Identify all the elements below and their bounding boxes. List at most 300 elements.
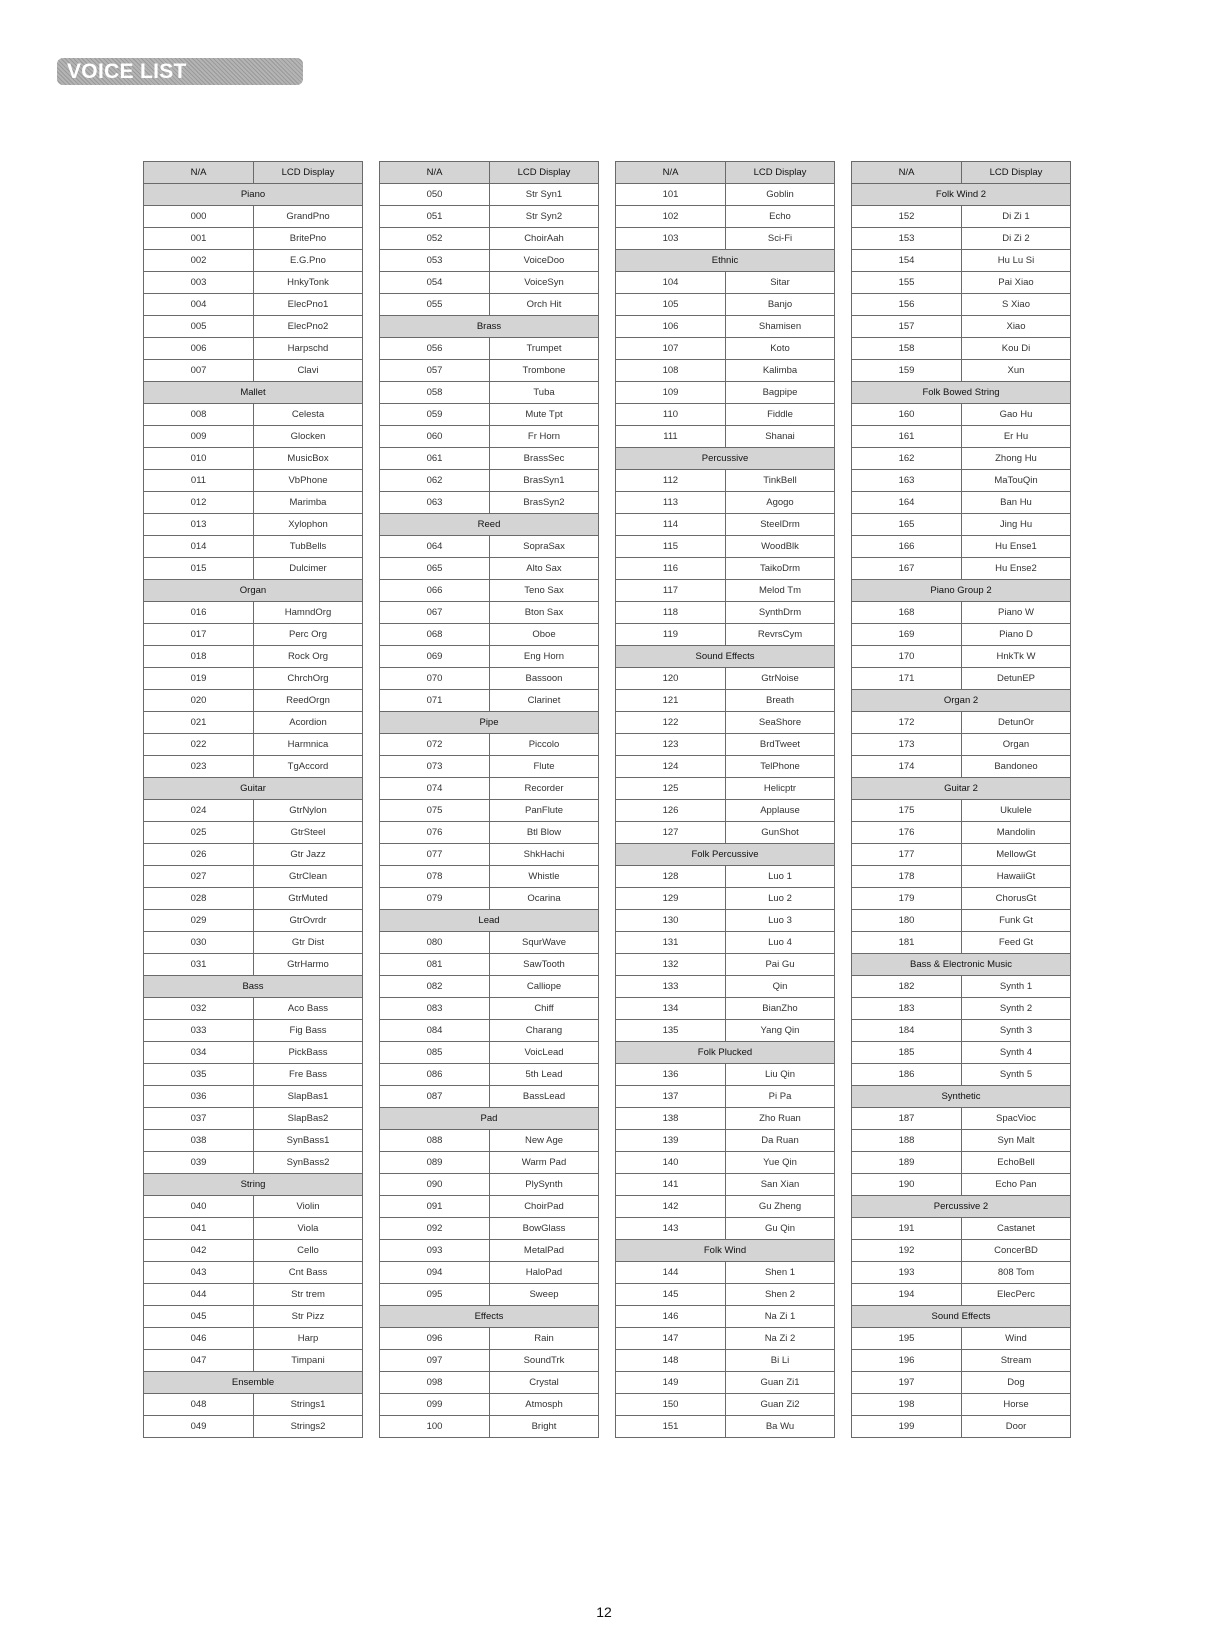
voice-lcd-name: BianZho bbox=[726, 998, 835, 1020]
voice-number: 107 bbox=[616, 338, 726, 360]
voice-row bbox=[616, 910, 835, 932]
voice-row bbox=[380, 998, 599, 1020]
voice-number: 186 bbox=[852, 1064, 962, 1086]
voice-number: 021 bbox=[144, 712, 254, 734]
header-number: N/A bbox=[144, 162, 254, 184]
voice-lcd-name: ConcerBD bbox=[962, 1240, 1071, 1262]
voice-row bbox=[380, 800, 599, 822]
voice-number: 177 bbox=[852, 844, 962, 866]
voice-lcd-name: ShkHachi bbox=[490, 844, 599, 866]
voice-number: 018 bbox=[144, 646, 254, 668]
voice-lcd-name: Door bbox=[962, 1416, 1071, 1438]
voice-number: 004 bbox=[144, 294, 254, 316]
voice-number: 192 bbox=[852, 1240, 962, 1262]
voice-row bbox=[852, 866, 1071, 888]
voice-lcd-name: Gtr Dist bbox=[254, 932, 363, 954]
voice-lcd-name: Piano D bbox=[962, 624, 1071, 646]
category-row bbox=[380, 910, 599, 932]
category-row bbox=[380, 1306, 599, 1328]
voice-row bbox=[852, 228, 1071, 250]
category-label: Pipe bbox=[380, 712, 599, 734]
category-label: Organ 2 bbox=[852, 690, 1071, 712]
voice-lcd-name: Goblin bbox=[726, 184, 835, 206]
voice-number: 022 bbox=[144, 734, 254, 756]
category-row bbox=[852, 1306, 1071, 1328]
voice-number: 134 bbox=[616, 998, 726, 1020]
voice-row bbox=[144, 1350, 363, 1372]
voice-number: 173 bbox=[852, 734, 962, 756]
voice-row bbox=[144, 250, 363, 272]
voice-lcd-name: Shanai bbox=[726, 426, 835, 448]
voice-number: 144 bbox=[616, 1262, 726, 1284]
voice-number: 051 bbox=[380, 206, 490, 228]
voice-number: 187 bbox=[852, 1108, 962, 1130]
voice-lcd-name: GtrNylon bbox=[254, 800, 363, 822]
voice-row bbox=[144, 1416, 363, 1438]
voice-number: 017 bbox=[144, 624, 254, 646]
voice-number: 120 bbox=[616, 668, 726, 690]
voice-lcd-name: MusicBox bbox=[254, 448, 363, 470]
voice-lcd-name: Funk Gt bbox=[962, 910, 1071, 932]
voice-number: 030 bbox=[144, 932, 254, 954]
voice-row bbox=[852, 998, 1071, 1020]
voice-row bbox=[616, 206, 835, 228]
voice-lcd-name: Celesta bbox=[254, 404, 363, 426]
voice-number: 055 bbox=[380, 294, 490, 316]
voice-row bbox=[144, 844, 363, 866]
voice-number: 127 bbox=[616, 822, 726, 844]
voice-row bbox=[616, 1372, 835, 1394]
voice-number: 194 bbox=[852, 1284, 962, 1306]
voice-row bbox=[852, 822, 1071, 844]
voice-number: 034 bbox=[144, 1042, 254, 1064]
voice-number: 012 bbox=[144, 492, 254, 514]
voice-number: 125 bbox=[616, 778, 726, 800]
voice-lcd-name: Flute bbox=[490, 756, 599, 778]
voice-lcd-name: DetunOr bbox=[962, 712, 1071, 734]
voice-number: 175 bbox=[852, 800, 962, 822]
voice-lcd-name: Synth 2 bbox=[962, 998, 1071, 1020]
voice-lcd-name: Zhong Hu bbox=[962, 448, 1071, 470]
voice-row bbox=[616, 998, 835, 1020]
category-row bbox=[852, 580, 1071, 602]
voice-list-title: VOICE LIST bbox=[57, 58, 303, 85]
header-number: N/A bbox=[380, 162, 490, 184]
voice-row bbox=[380, 602, 599, 624]
voice-lcd-name: BritePno bbox=[254, 228, 363, 250]
voice-number: 162 bbox=[852, 448, 962, 470]
voice-lcd-name: VoicLead bbox=[490, 1042, 599, 1064]
voice-lcd-name: Stream bbox=[962, 1350, 1071, 1372]
voice-lcd-name: Xun bbox=[962, 360, 1071, 382]
voice-number: 117 bbox=[616, 580, 726, 602]
voice-row bbox=[852, 910, 1071, 932]
voice-lcd-name: Acordion bbox=[254, 712, 363, 734]
voice-row bbox=[616, 492, 835, 514]
voice-row bbox=[380, 1328, 599, 1350]
voice-row bbox=[144, 668, 363, 690]
voice-number: 079 bbox=[380, 888, 490, 910]
voice-number: 020 bbox=[144, 690, 254, 712]
voice-row bbox=[380, 1152, 599, 1174]
voice-lcd-name: Perc Org bbox=[254, 624, 363, 646]
voice-lcd-name: Helicptr bbox=[726, 778, 835, 800]
voice-lcd-name: Eng Horn bbox=[490, 646, 599, 668]
category-row bbox=[616, 844, 835, 866]
voice-number: 060 bbox=[380, 426, 490, 448]
category-label: Mallet bbox=[144, 382, 363, 404]
voice-number: 139 bbox=[616, 1130, 726, 1152]
voice-row bbox=[616, 1394, 835, 1416]
voice-number: 071 bbox=[380, 690, 490, 712]
voice-lcd-name: Aco Bass bbox=[254, 998, 363, 1020]
voice-lcd-name: Zho Ruan bbox=[726, 1108, 835, 1130]
voice-row bbox=[852, 294, 1071, 316]
voice-number: 080 bbox=[380, 932, 490, 954]
voice-lcd-name: Luo 2 bbox=[726, 888, 835, 910]
voice-row bbox=[380, 1086, 599, 1108]
voice-lcd-name: Harp bbox=[254, 1328, 363, 1350]
voice-number: 143 bbox=[616, 1218, 726, 1240]
category-label: Pad bbox=[380, 1108, 599, 1130]
voice-lcd-name: VbPhone bbox=[254, 470, 363, 492]
voice-number: 106 bbox=[616, 316, 726, 338]
category-row bbox=[144, 778, 363, 800]
voice-lcd-name: E.G.Pno bbox=[254, 250, 363, 272]
voice-lcd-name: SlapBas1 bbox=[254, 1086, 363, 1108]
voice-number: 137 bbox=[616, 1086, 726, 1108]
category-label: Synthetic bbox=[852, 1086, 1071, 1108]
voice-number: 145 bbox=[616, 1284, 726, 1306]
voice-number: 189 bbox=[852, 1152, 962, 1174]
voice-number: 110 bbox=[616, 404, 726, 426]
category-row bbox=[616, 1042, 835, 1064]
voice-lcd-name: Sitar bbox=[726, 272, 835, 294]
voice-lcd-name: Bi Li bbox=[726, 1350, 835, 1372]
voice-row bbox=[616, 360, 835, 382]
voice-lcd-name: Jing Hu bbox=[962, 514, 1071, 536]
voice-number: 029 bbox=[144, 910, 254, 932]
voice-lcd-name: Rock Org bbox=[254, 646, 363, 668]
voice-number: 025 bbox=[144, 822, 254, 844]
voice-lcd-name: Bagpipe bbox=[726, 382, 835, 404]
voice-row bbox=[852, 272, 1071, 294]
voice-number: 193 bbox=[852, 1262, 962, 1284]
voice-number: 151 bbox=[616, 1416, 726, 1438]
voice-row bbox=[380, 470, 599, 492]
voice-number: 135 bbox=[616, 1020, 726, 1042]
category-label: Folk Wind bbox=[616, 1240, 835, 1262]
category-row bbox=[144, 184, 363, 206]
voice-lcd-name: Dog bbox=[962, 1372, 1071, 1394]
voice-row bbox=[852, 1152, 1071, 1174]
voice-lcd-name: Echo Pan bbox=[962, 1174, 1071, 1196]
voice-lcd-name: MellowGt bbox=[962, 844, 1071, 866]
voice-number: 115 bbox=[616, 536, 726, 558]
voice-row bbox=[380, 1064, 599, 1086]
voice-lcd-name: ChoirAah bbox=[490, 228, 599, 250]
voice-number: 155 bbox=[852, 272, 962, 294]
voice-lcd-name: Sweep bbox=[490, 1284, 599, 1306]
voice-lcd-name: Na Zi 1 bbox=[726, 1306, 835, 1328]
voice-lcd-name: Kalimba bbox=[726, 360, 835, 382]
voice-lcd-name: Pai Gu bbox=[726, 954, 835, 976]
voice-row bbox=[380, 1394, 599, 1416]
voice-number: 031 bbox=[144, 954, 254, 976]
voice-lcd-name: Strings1 bbox=[254, 1394, 363, 1416]
voice-number: 045 bbox=[144, 1306, 254, 1328]
voice-lcd-name: Horse bbox=[962, 1394, 1071, 1416]
voice-lcd-name: Tuba bbox=[490, 382, 599, 404]
voice-table-column-4 bbox=[851, 161, 1071, 1438]
voice-number: 157 bbox=[852, 316, 962, 338]
voice-row bbox=[144, 1130, 363, 1152]
voice-lcd-name: Str Syn1 bbox=[490, 184, 599, 206]
voice-number: 167 bbox=[852, 558, 962, 580]
voice-lcd-name: Oboe bbox=[490, 624, 599, 646]
voice-number: 075 bbox=[380, 800, 490, 822]
voice-row bbox=[380, 1350, 599, 1372]
voice-number: 169 bbox=[852, 624, 962, 646]
voice-lcd-name: EchoBell bbox=[962, 1152, 1071, 1174]
voice-number: 067 bbox=[380, 602, 490, 624]
voice-row bbox=[852, 734, 1071, 756]
voice-lcd-name: Melod Tm bbox=[726, 580, 835, 602]
voice-row bbox=[380, 822, 599, 844]
voice-number: 132 bbox=[616, 954, 726, 976]
voice-lcd-name: Castanet bbox=[962, 1218, 1071, 1240]
voice-row bbox=[852, 932, 1071, 954]
voice-lcd-name: Fig Bass bbox=[254, 1020, 363, 1042]
voice-row bbox=[616, 1350, 835, 1372]
voice-row bbox=[380, 492, 599, 514]
voice-number: 088 bbox=[380, 1130, 490, 1152]
voice-row bbox=[852, 338, 1071, 360]
voice-number: 179 bbox=[852, 888, 962, 910]
voice-lcd-name: Shen 1 bbox=[726, 1262, 835, 1284]
voice-lcd-name: ElecPno2 bbox=[254, 316, 363, 338]
category-label: Percussive bbox=[616, 448, 835, 470]
voice-number: 011 bbox=[144, 470, 254, 492]
voice-lcd-name: VoiceDoo bbox=[490, 250, 599, 272]
voice-row bbox=[380, 404, 599, 426]
voice-row bbox=[852, 1174, 1071, 1196]
voice-number: 164 bbox=[852, 492, 962, 514]
voice-row bbox=[852, 602, 1071, 624]
voice-row bbox=[144, 338, 363, 360]
voice-row bbox=[380, 1416, 599, 1438]
header-lcd-display: LCD Display bbox=[962, 162, 1071, 184]
category-label: Reed bbox=[380, 514, 599, 536]
voice-lcd-name: Warm Pad bbox=[490, 1152, 599, 1174]
voice-number: 178 bbox=[852, 866, 962, 888]
voice-number: 085 bbox=[380, 1042, 490, 1064]
voice-lcd-name: Di Zi 2 bbox=[962, 228, 1071, 250]
voice-row bbox=[144, 1064, 363, 1086]
voice-number: 068 bbox=[380, 624, 490, 646]
voice-lcd-name: Piano W bbox=[962, 602, 1071, 624]
voice-lcd-name: Gtr Jazz bbox=[254, 844, 363, 866]
voice-row bbox=[852, 844, 1071, 866]
voice-row bbox=[616, 382, 835, 404]
voice-row bbox=[616, 954, 835, 976]
voice-row bbox=[616, 1130, 835, 1152]
voice-lcd-name: Shamisen bbox=[726, 316, 835, 338]
voice-row bbox=[380, 580, 599, 602]
voice-lcd-name: Xiao bbox=[962, 316, 1071, 338]
voice-number: 147 bbox=[616, 1328, 726, 1350]
category-row bbox=[144, 580, 363, 602]
voice-number: 128 bbox=[616, 866, 726, 888]
voice-row bbox=[380, 1020, 599, 1042]
voice-row bbox=[144, 1020, 363, 1042]
voice-number: 166 bbox=[852, 536, 962, 558]
category-label: Percussive 2 bbox=[852, 1196, 1071, 1218]
category-label: Bass bbox=[144, 976, 363, 998]
voice-row bbox=[144, 954, 363, 976]
voice-lcd-name: Gao Hu bbox=[962, 404, 1071, 426]
voice-number: 112 bbox=[616, 470, 726, 492]
voice-row bbox=[380, 690, 599, 712]
voice-lcd-name: GtrMuted bbox=[254, 888, 363, 910]
category-row bbox=[852, 778, 1071, 800]
voice-lcd-name: Fiddle bbox=[726, 404, 835, 426]
voice-lcd-name: Ban Hu bbox=[962, 492, 1071, 514]
voice-row bbox=[144, 734, 363, 756]
voice-number: 172 bbox=[852, 712, 962, 734]
voice-row bbox=[144, 1262, 363, 1284]
voice-lcd-name: Whistle bbox=[490, 866, 599, 888]
voice-lcd-name: Synth 3 bbox=[962, 1020, 1071, 1042]
voice-table-column-2 bbox=[379, 161, 599, 1438]
voice-lcd-name: Harpschd bbox=[254, 338, 363, 360]
voice-row bbox=[852, 800, 1071, 822]
voice-row bbox=[616, 272, 835, 294]
voice-lcd-name: Harmnica bbox=[254, 734, 363, 756]
voice-lcd-name: Organ bbox=[962, 734, 1071, 756]
voice-row bbox=[144, 448, 363, 470]
voice-row bbox=[144, 1042, 363, 1064]
voice-number: 146 bbox=[616, 1306, 726, 1328]
voice-row bbox=[616, 228, 835, 250]
voice-number: 027 bbox=[144, 866, 254, 888]
voice-row bbox=[144, 1284, 363, 1306]
voice-row bbox=[852, 1350, 1071, 1372]
voice-row bbox=[616, 558, 835, 580]
voice-number: 048 bbox=[144, 1394, 254, 1416]
category-label: String bbox=[144, 1174, 363, 1196]
category-row bbox=[144, 976, 363, 998]
voice-row bbox=[380, 866, 599, 888]
voice-lcd-name: TinkBell bbox=[726, 470, 835, 492]
voice-number: 102 bbox=[616, 206, 726, 228]
voice-number: 042 bbox=[144, 1240, 254, 1262]
voice-row bbox=[380, 382, 599, 404]
voice-number: 038 bbox=[144, 1130, 254, 1152]
voice-lcd-name: Piccolo bbox=[490, 734, 599, 756]
voice-number: 036 bbox=[144, 1086, 254, 1108]
category-label: Bass & Electronic Music bbox=[852, 954, 1071, 976]
voice-row bbox=[852, 1262, 1071, 1284]
voice-lcd-name: GrandPno bbox=[254, 206, 363, 228]
voice-number: 010 bbox=[144, 448, 254, 470]
voice-row bbox=[852, 514, 1071, 536]
voice-number: 059 bbox=[380, 404, 490, 426]
voice-lcd-name: Agogo bbox=[726, 492, 835, 514]
voice-number: 032 bbox=[144, 998, 254, 1020]
voice-number: 078 bbox=[380, 866, 490, 888]
voice-lcd-name: Hu Ense2 bbox=[962, 558, 1071, 580]
voice-row bbox=[380, 206, 599, 228]
voice-number: 188 bbox=[852, 1130, 962, 1152]
voice-row bbox=[144, 558, 363, 580]
category-label: Brass bbox=[380, 316, 599, 338]
voice-lcd-name: SynBass1 bbox=[254, 1130, 363, 1152]
voice-lcd-name: Cello bbox=[254, 1240, 363, 1262]
voice-lcd-name: Bassoon bbox=[490, 668, 599, 690]
voice-row bbox=[144, 822, 363, 844]
voice-lcd-name: Banjo bbox=[726, 294, 835, 316]
voice-number: 111 bbox=[616, 426, 726, 448]
voice-row bbox=[852, 1020, 1071, 1042]
voice-row bbox=[852, 1416, 1071, 1438]
voice-number: 024 bbox=[144, 800, 254, 822]
voice-number: 054 bbox=[380, 272, 490, 294]
voice-row bbox=[380, 1284, 599, 1306]
voice-lcd-name: San Xian bbox=[726, 1174, 835, 1196]
voice-lcd-name: Rain bbox=[490, 1328, 599, 1350]
table-header-row bbox=[616, 162, 835, 184]
voice-row bbox=[144, 712, 363, 734]
voice-row bbox=[144, 514, 363, 536]
voice-lcd-name: HawaiiGt bbox=[962, 866, 1071, 888]
voice-lcd-name: Str trem bbox=[254, 1284, 363, 1306]
voice-lcd-name: Guan Zi2 bbox=[726, 1394, 835, 1416]
category-label: Folk Percussive bbox=[616, 844, 835, 866]
voice-row bbox=[852, 1372, 1071, 1394]
voice-row bbox=[852, 536, 1071, 558]
voice-number: 191 bbox=[852, 1218, 962, 1240]
voice-number: 174 bbox=[852, 756, 962, 778]
voice-row bbox=[144, 228, 363, 250]
voice-number: 161 bbox=[852, 426, 962, 448]
voice-number: 065 bbox=[380, 558, 490, 580]
header-lcd-display: LCD Display bbox=[254, 162, 363, 184]
category-label: Piano bbox=[144, 184, 363, 206]
voice-lcd-name: ChrchOrg bbox=[254, 668, 363, 690]
voice-row bbox=[616, 976, 835, 998]
voice-lcd-name: GtrClean bbox=[254, 866, 363, 888]
voice-row bbox=[616, 470, 835, 492]
voice-row bbox=[144, 426, 363, 448]
category-row bbox=[852, 184, 1071, 206]
voice-number: 181 bbox=[852, 932, 962, 954]
voice-lcd-name: BowGlass bbox=[490, 1218, 599, 1240]
voice-row bbox=[616, 514, 835, 536]
voice-lcd-name: HnkyTonk bbox=[254, 272, 363, 294]
voice-row bbox=[852, 404, 1071, 426]
voice-row bbox=[144, 1218, 363, 1240]
voice-number: 049 bbox=[144, 1416, 254, 1438]
voice-number: 003 bbox=[144, 272, 254, 294]
voice-lcd-name: Synth 5 bbox=[962, 1064, 1071, 1086]
voice-number: 023 bbox=[144, 756, 254, 778]
voice-row bbox=[380, 448, 599, 470]
voice-number: 149 bbox=[616, 1372, 726, 1394]
voice-number: 009 bbox=[144, 426, 254, 448]
voice-row bbox=[616, 866, 835, 888]
voice-lcd-name: Yang Qin bbox=[726, 1020, 835, 1042]
